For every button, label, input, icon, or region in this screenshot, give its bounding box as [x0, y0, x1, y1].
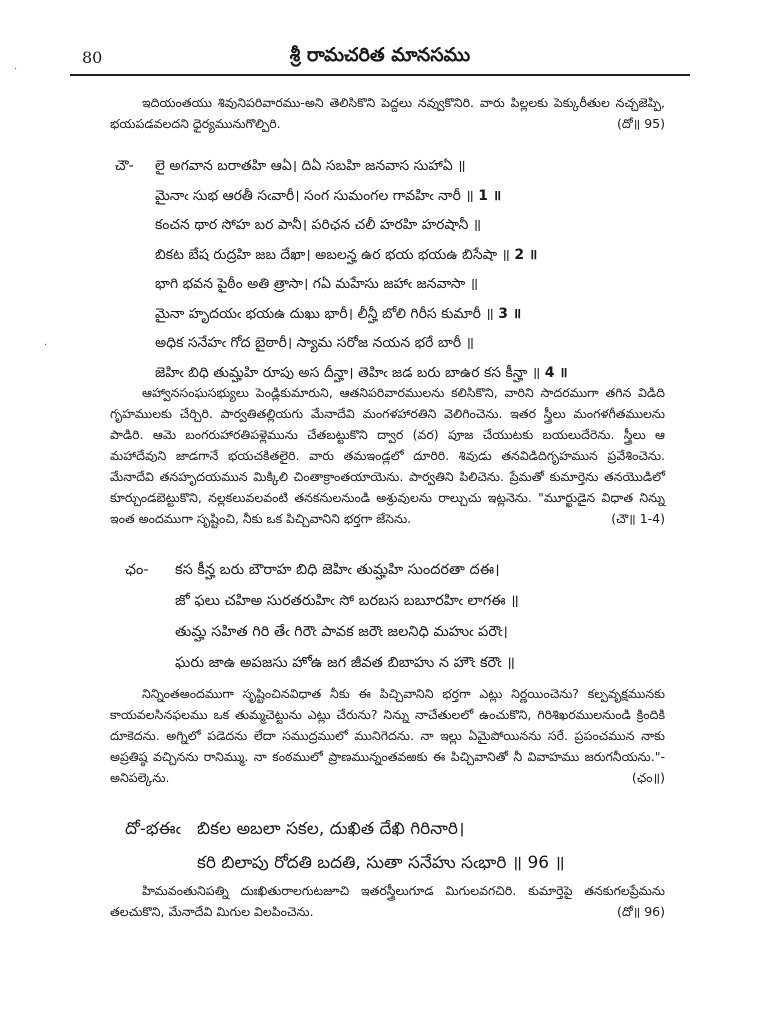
prose-paragraph — [110, 92, 665, 134]
verse-text: అధిక సనేహఁ గోద బైఠారీ। స్యామ సరోజ నయన భరే బారీ ॥ — [155, 335, 475, 351]
chaupai-verses — [115, 152, 675, 388]
verse-text: కరి బిలాపు రోదతి బదతి, సుతా సనేహు సఁభారి ॥ — [197, 853, 523, 873]
verse-line — [115, 270, 675, 300]
verse-text: భాగి భవన పైఠీం అతి త్రాసా। గఏ మహేసు జహాఁ జనవాసా ॥ — [155, 276, 479, 292]
margin-dot: · — [44, 340, 48, 351]
verse-number: 4 ॥ — [544, 364, 568, 381]
verse-line — [115, 182, 675, 212]
verse-line — [125, 555, 665, 586]
chhand-verses — [125, 555, 665, 679]
verse-prefix: చౌ- — [115, 158, 134, 174]
page-number: 80 — [82, 48, 103, 67]
verse-line — [115, 300, 675, 330]
doha-verses — [125, 812, 685, 880]
prose-paragraph — [110, 382, 665, 529]
verse-text: ఘరు జాఉ అపజసు హోఉ జగ జీవత బిబాహు న హౌఁ కరౌఁ ॥ — [175, 655, 515, 671]
page-header — [70, 42, 690, 82]
verse-text: కంచన థార సోహ బర పానీ। పరిఛన చలీ హరహి హరషానీ ॥ — [155, 217, 482, 233]
verse-reference: (దో॥ 96) — [617, 904, 665, 919]
running-title: శ్రీ రామచరిత మానసము — [289, 44, 471, 66]
verse-text: బికట బేష రుద్రహి జబ దేఖా। అబలన్హ ఉర భయ భయఉ బిసేషా ॥ — [155, 246, 510, 263]
header-rule — [70, 74, 690, 76]
verse-line — [115, 211, 675, 241]
verse-text: తుమ్హ సహిత గిరి తేఁ గిరౌఁ పావక జరౌఁ జలనిధి మహుఁ పరౌఁ। — [175, 624, 508, 640]
paragraph-text: నిన్నింతఅందముగా సృష్టించినవిధాత నీకు ఈ పిచ్చివానిని భర్తగా ఎట్లు నిర్ణయించెను? కల్పవృక్షమునకు కాయవలసినఫలము ఒక తుమ్మచెట్టును ఎట్లు చేరును? నిన్ను నాచేతులలో ఉంచుకొని, గిరిశిఖరములనుండి క్రిందికి దూకెదను. అగ్నిలో పడెదను లేదా సముద్రములో మునిగెదను. నా ఇల్లు ఏమైపోయినను సరే. ప్రపంచమున నాకు అప్రతిష్ఠ వచ్చినను రానిమ్ము. నా కంఠములో ప్రాణమున్నంతవఱకు ఈ పిచ్చివానితో నీ వివాహము జరుగనీయను."- అనిపల్కెను. — [110, 686, 665, 785]
verse-reference: (ఛం॥) — [631, 770, 665, 785]
verse-number: 1 ॥ — [478, 187, 502, 204]
verse-reference: (దో॥ 95) — [617, 116, 665, 131]
verse-line — [115, 329, 675, 359]
verse-line — [125, 812, 685, 846]
verse-text: కస కీన్హ బరు బౌరాహ బిధి జెహిఁ తుమ్హహి సుందరతా దఈ। — [175, 562, 500, 578]
prose-paragraph — [110, 880, 665, 922]
verse-prefix: ఛం- — [125, 562, 149, 578]
paragraph-text: హిమవంతునిపత్ని దుఃఖితురాలగుటజూచి ఇతరస్త్రీలుగూడ మిగులవగచిరి. కుమార్తెపై తనకుగలప్రేమను తలచుకొని, మేనాదేవి మిగుల విలపించెను. — [110, 883, 665, 919]
verse-text: జెహిఁ బిధి తుమ్హహి రూపు అస దీన్హా। తెహిఁ జడ బరు బాఉర కస కీన్హా ॥ — [155, 364, 541, 381]
verse-text: లై అగవాన బరాతహి ఆఏ। దిఏ సబహి జనవాస సుహాఏ ॥ — [155, 158, 466, 174]
verse-line — [125, 586, 665, 617]
paragraph-text: ఇదియంతయు శివునిపరివారము-అని తెలిసికొని పెద్దలు నవ్వుకొనిరి. వారు పిల్లలకు పెక్కురీతుల నచ్చజెప్పి, భయపడవలదని ధైర్యమునుగొల్పిరి. — [110, 95, 665, 131]
verse-text: జో ఫలు చహిఅ సురతరుహిఁ సో బరబస బబూరహిఁ లాగఈ ॥ — [175, 593, 519, 609]
verse-number: 2 ॥ — [514, 246, 538, 263]
verse-number: 3 ॥ — [498, 305, 522, 322]
verse-prefix: దో-భఈఁ — [125, 819, 181, 839]
verse-line — [125, 617, 665, 648]
verse-text: మైనాఁ సుభ ఆరతీ సఁవారీ। సంగ సుమంగల గావహిఁ నారీ ॥ — [155, 187, 474, 204]
verse-number: 96 ॥ — [527, 853, 565, 873]
verse-reference: (చౌ॥ 1-4) — [611, 511, 665, 526]
verse-line — [125, 648, 665, 679]
verse-text: బికల అబలా సకల, దుఖిత దేఖి గిరినారి। — [197, 819, 465, 839]
verse-text: మైనా హృదయఁ భయఉ దుఖు భారీ। లీన్హీ బోలి గిరీస కుమారీ ॥ — [155, 305, 494, 322]
verse-line — [125, 846, 685, 880]
margin-dot: · — [14, 64, 18, 75]
paragraph-text: ఆహ్వానసంఘసభ్యులు పెండ్లికుమారుని, ఆతనిపరివారములను కలిసికొని, వారిని సాదరముగా తగిన విడిది గృహములకు చేర్చిరి. పార్వతితల్లియగు మేనాదేవి మంగళహారతిని వెలిగించెను. ఇతర స్త్రీలు మంగళగీతములను పాడిరి. ఆమె బంగరుహారతిపళ్లెమును చేతబట్టుకొని ద్వార (వర) పూజ చేయుటకు బయలుదేరెను. స్త్రీలు ఆ మహాదేవుని జాడగానే భయచకితలైరి. వారు తమఇండ్లలో దూరిరి. శివుడు తనవిడిదిగృహమున ప్రవేశించెను. మేనాదేవి తనహృదయమున మిక్కిలి చింతాక్రాంతయాయెను. పార్వతిని పిలిచెను. ప్రేమతో కుమార్తెను తనయొడిలో కూర్చుండబెట్టుకొని, నల్లకలువలవంటి తనకనులనుండి అశ్రువులను రాల్చుచు ఇట్లనెను. "మూర్ఖుడైన విధాత నిన్ను ఇంత అందముగా సృష్టించి, నీకు ఒక పిచ్చివానిని భర్తగా జేసెను. — [110, 385, 665, 526]
prose-paragraph — [110, 683, 665, 788]
verse-line — [115, 241, 675, 271]
verse-line — [115, 152, 675, 182]
